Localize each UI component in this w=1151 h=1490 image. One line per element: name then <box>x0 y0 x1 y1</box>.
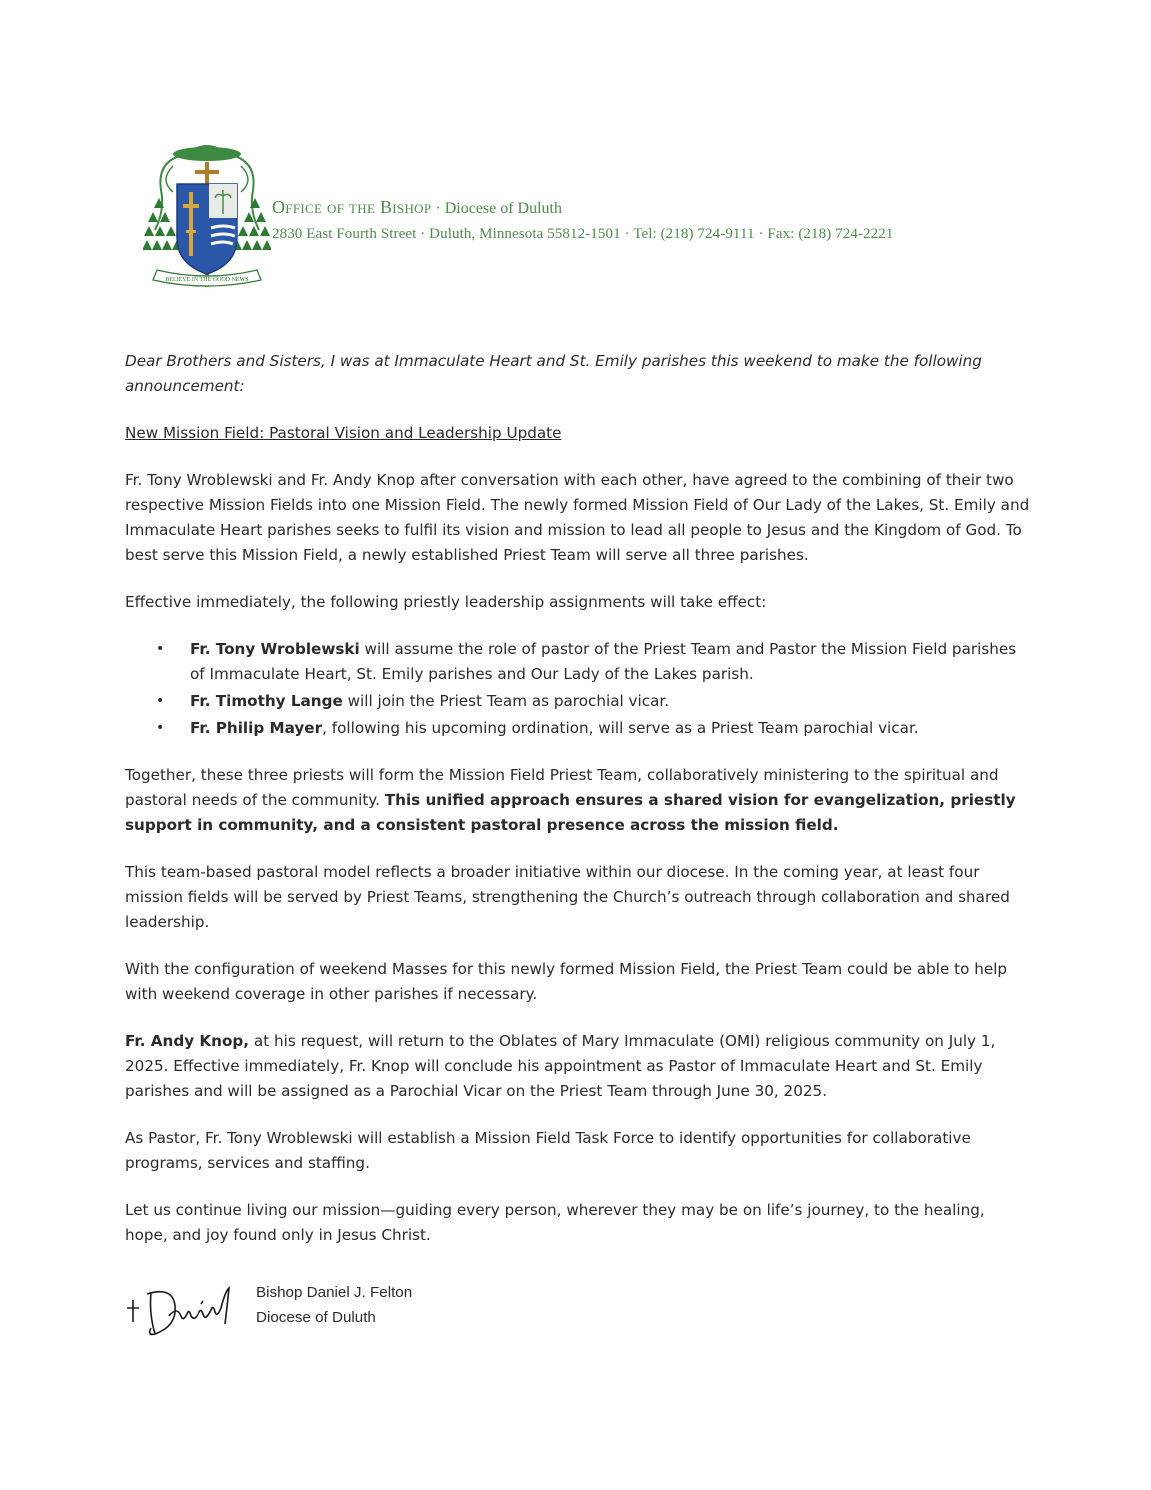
office-name: Office of the Bishop <box>272 197 432 217</box>
assignee-name: Fr. Tony Wroblewski <box>190 640 360 658</box>
signatory-name: Bishop Daniel J. Felton <box>256 1284 413 1301</box>
svg-text:BELIEVE IN THE GOOD NEWS: BELIEVE IN THE GOOD NEWS <box>165 277 249 283</box>
list-item <box>190 637 1030 687</box>
paragraph-intro: Fr. Tony Wroblewski and Fr. Andy Knop after conversation with each other, have agreed to the combining of their two respective Mission Fields into one Mission Field. The newly formed Mission Field of Our Lady of the Lakes, St. Emily and Immaculate Heart parishes seeks to fulfil its vision and mission to lead all people to Jesus and the Kingdom of God. To best serve this Mission Field, a newly established Priest Team will serve all three parishes. <box>125 471 1030 564</box>
paragraph-emphasis: Fr. Andy Knop, <box>125 1032 250 1050</box>
title-separator: · <box>435 200 441 217</box>
list-item <box>190 716 1030 741</box>
diocesan-coat-of-arms-icon <box>143 140 271 292</box>
handwritten-signature <box>125 1278 245 1338</box>
assignment-text: will join the Priest Team as parochial vicar. <box>342 692 670 710</box>
assignment-text: , following his upcoming ordination, will serve as a Priest Team parochial vicar. <box>322 719 919 737</box>
paragraph-knop <box>125 1029 1030 1104</box>
paragraph-effective: Effective immediately, the following priestly leadership assignments will take effect: <box>125 593 767 611</box>
paragraph-emphasis: This unified approach ensures a shared vision for evangelization, priestly support in community, and a consistent pastoral presence across the mission field. <box>125 791 1016 834</box>
paragraph-masses: With the configuration of weekend Masses for this newly formed Mission Field, the Priest Team could be able to help with weekend coverage in other parishes if necessary. <box>125 960 1008 1003</box>
assignee-name: Fr. Philip Mayer <box>190 719 323 737</box>
greeting: Dear Brothers and Sisters, I was at Immaculate Heart and St. Emily parishes this weekend to make the following announcement: <box>125 352 982 395</box>
office-address: 2830 East Fourth Street · Duluth, Minnesota 55812-1501 · Tel: (218) 724-9111 · Fax: (218) 724-2221 <box>272 226 894 242</box>
signatory-diocese: Diocese of Duluth <box>256 1309 376 1326</box>
paragraph-text: Together, these three priests will form the Mission Field Priest Team, collaboratively ministering to the spiritual and pastoral needs of the community. <box>125 766 999 809</box>
assignee-name: Fr. Timothy Lange <box>190 692 343 710</box>
paragraph-initiative: This team-based pastoral model reflects a broader initiative within our diocese. In the coming year, at least four mission fields will be served by Priest Teams, strengthening the Church’s outreach through collaboration and shared leadership. <box>125 863 1010 931</box>
assignments-list <box>125 637 1030 741</box>
signature-block <box>125 1278 525 1348</box>
paragraph-text: at his request, will return to the Oblates of Mary Immaculate (OMI) religious community on July 1, 2025. Effective immediately, Fr. Knop will conclude his appointment as Pastor of Immaculate Heart and St. Emily parishes and will be assigned as a Parochial Vicar on the Priest Team through June 30, 2025. <box>125 1032 996 1100</box>
paragraph-closing: Let us continue living our mission—guiding every person, wherever they may be on life’s journey, to the healing, hope, and joy found only in Jesus Christ. <box>125 1201 985 1244</box>
paragraph-priest-team <box>125 763 1030 838</box>
list-item <box>190 689 1030 714</box>
office-title <box>272 197 562 218</box>
diocese-name: Diocese of Duluth <box>444 200 562 217</box>
letter-body <box>125 349 1030 1270</box>
subject-line: New Mission Field: Pastoral Vision and Leadership Update <box>125 424 562 442</box>
assignment-text: will assume the role of pastor of the Priest Team and Pastor the Mission Field parishes of Immaculate Heart, St. Emily parishes and Our Lady of the Lakes parish. <box>190 640 1017 683</box>
paragraph-task-force: As Pastor, Fr. Tony Wroblewski will establish a Mission Field Task Force to identify opportunities for collaborative programs, services and staffing. <box>125 1129 971 1172</box>
signatory <box>256 1280 412 1330</box>
letterhead <box>143 140 1043 300</box>
